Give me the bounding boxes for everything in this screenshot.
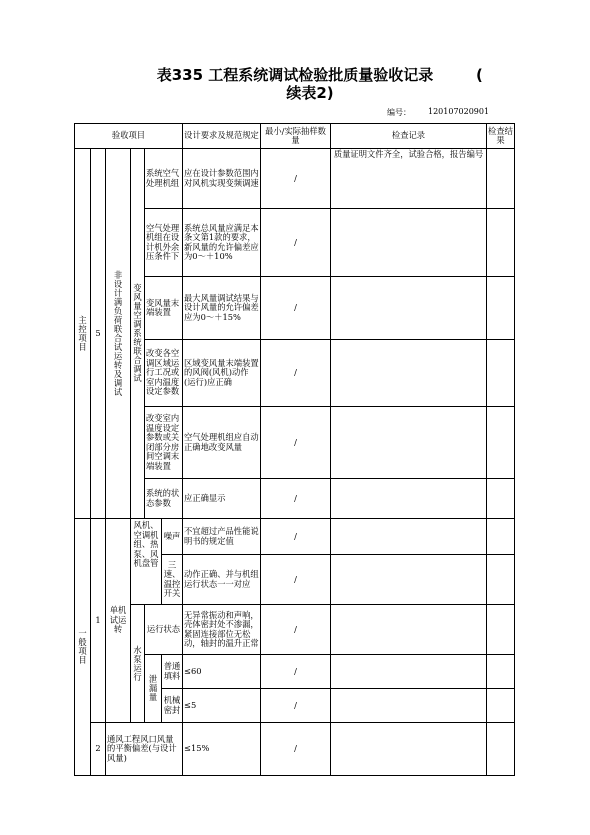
main-record-1 xyxy=(331,209,487,277)
main-item-3: 改变各空调区域运行工况或室内温度设定参数 xyxy=(145,340,183,407)
main-req-4: 空气处理机组应自动正确地改变风量 xyxy=(183,407,261,479)
general-group1: 单机试运转 xyxy=(106,519,131,723)
header-record: 检查记录 xyxy=(331,124,487,149)
main-sample-5: / xyxy=(261,479,331,519)
main-result-2 xyxy=(487,277,515,340)
general-row2-req: ≤15% xyxy=(183,723,261,776)
code-value: 120107020901 xyxy=(428,107,490,116)
general-no1: 1 xyxy=(91,519,106,723)
main-item-5: 系统的状态参数 xyxy=(145,479,183,519)
main-record-0: 质量证明文件齐全，试验合格，报告编号 xyxy=(331,149,487,209)
main-label: 主控项目 xyxy=(75,149,91,519)
inspection-table xyxy=(74,123,515,776)
main-sub: 变风量空调系统联合调试 xyxy=(131,149,145,519)
main-group: 非设计满负荷联合试运转及调试 xyxy=(106,149,131,519)
main-item-4: 改变室内温度设定参数或关闭部分房间空调末端装置 xyxy=(145,407,183,479)
main-result-3 xyxy=(487,340,515,407)
table-row xyxy=(75,723,515,776)
main-item-2: 变风量末端装置 xyxy=(145,277,183,340)
main-record-3 xyxy=(331,340,487,407)
page-title xyxy=(0,66,590,102)
main-record-5 xyxy=(331,479,487,519)
general-item-1: 三速、温控开关 xyxy=(162,555,183,605)
general-req-3: ≤60 xyxy=(183,655,261,689)
table-row xyxy=(75,149,515,209)
general-sample-0: / xyxy=(261,519,331,555)
general-row2-sample: / xyxy=(261,723,331,776)
table-row xyxy=(75,519,515,555)
table-row xyxy=(75,605,515,655)
main-req-5: 应正确显示 xyxy=(183,479,261,519)
title-line2: 续表2) xyxy=(286,84,334,102)
header-design: 设计要求及规范规定 xyxy=(183,124,261,149)
main-sample-0: / xyxy=(261,149,331,209)
header-row xyxy=(75,124,515,149)
main-result-5 xyxy=(487,479,515,519)
main-sample-1: / xyxy=(261,209,331,277)
main-item-0: 系统空气处理机组 xyxy=(145,149,183,209)
main-sample-4: / xyxy=(261,407,331,479)
header-item: 验收项目 xyxy=(75,124,183,149)
title-line1: 表335 工程系统调试检验批质量验收记录 xyxy=(156,66,434,84)
general-req-2: 无异常振动和声响，壳体密封处不渗漏，紧固连接部位无松动，轴封的温升正常 xyxy=(183,605,261,655)
main-req-0: 应在设计参数范围内对风机实现变频调速 xyxy=(183,149,261,209)
general-item-2: 运行状态 xyxy=(145,605,183,655)
main-req-2: 最大风量调试结果与设计风量的允许偏差应为0～＋15% xyxy=(183,277,261,340)
general-sample-2: / xyxy=(261,605,331,655)
general-req-4: ≤5 xyxy=(183,689,261,723)
general-item-3: 普通填料 xyxy=(162,655,183,689)
fan-group: 风机、空调机组、热泵、风机盘管 xyxy=(131,519,162,605)
main-record-4 xyxy=(331,407,487,479)
main-item-1: 空气处理机组在设计机外余压条件下 xyxy=(145,209,183,277)
main-sample-2: / xyxy=(261,277,331,340)
header-result: 检查结果 xyxy=(487,124,515,149)
main-req-1: 系统总风量应满足本条文第1款的要求，新风量的允许偏差应为0～＋10% xyxy=(183,209,261,277)
pump-group: 水泵运行 xyxy=(131,605,145,723)
main-result-1 xyxy=(487,209,515,277)
general-row2-item: 通风工程风口风量的平衡偏差(与设计风量) xyxy=(106,723,183,776)
main-record-2 xyxy=(331,277,487,340)
main-result-4 xyxy=(487,407,515,479)
main-req-3: 区域变风量末端装置的风阀(风机)动作(运行)应正确 xyxy=(183,340,261,407)
general-no2: 2 xyxy=(91,723,106,776)
general-sample-1: / xyxy=(261,555,331,605)
general-sample-4: / xyxy=(261,689,331,723)
code-label: 编号： xyxy=(387,108,411,117)
general-sample-3: / xyxy=(261,655,331,689)
title-paren: ( xyxy=(476,66,483,84)
general-item-4: 机械密封 xyxy=(162,689,183,723)
general-label: 一般项目 xyxy=(75,519,91,776)
header-sample: 最小/实际抽样数量 xyxy=(261,124,331,149)
general-req-0: 不宜超过产品性能说明书的规定值 xyxy=(183,519,261,555)
leak-group: 泄漏量 xyxy=(145,655,162,723)
general-req-1: 动作正确、并与机组运行状态一一对应 xyxy=(183,555,261,605)
general-item-0: 噪声 xyxy=(162,519,183,555)
main-no: 5 xyxy=(91,149,106,519)
main-sample-3: / xyxy=(261,340,331,407)
main-result-0 xyxy=(487,149,515,209)
